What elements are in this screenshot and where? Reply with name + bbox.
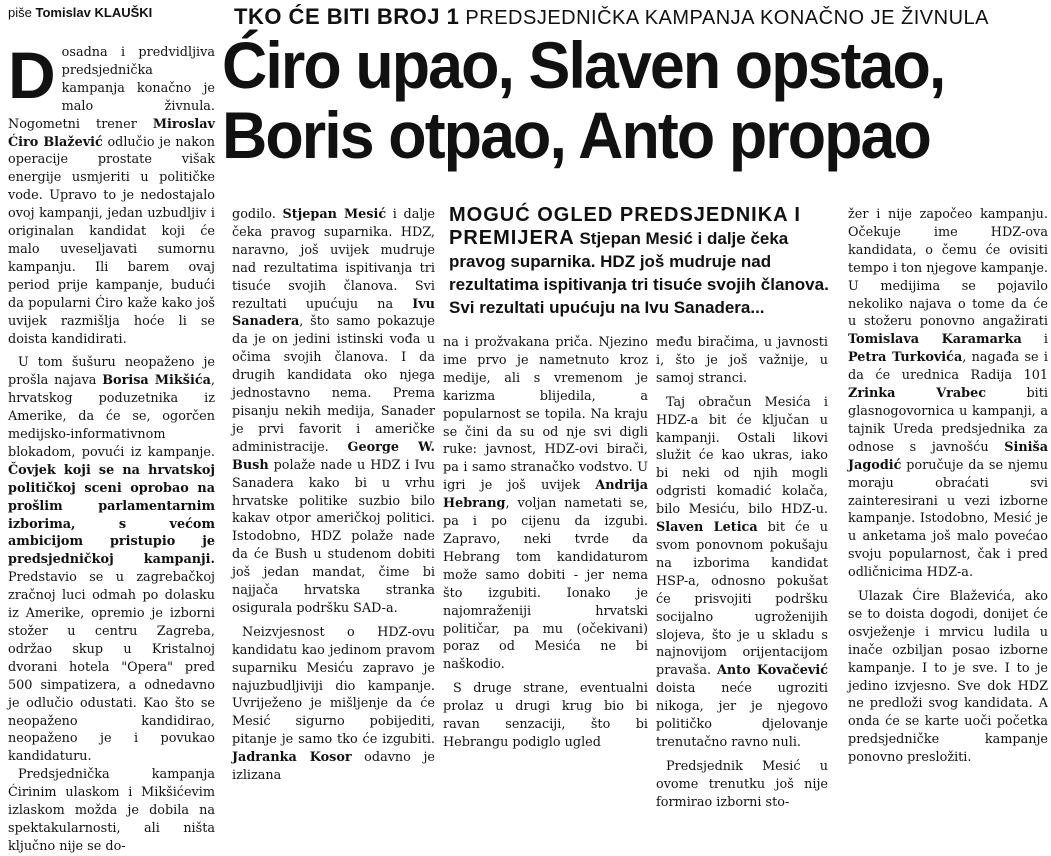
text-run: U tom šušuru neopaženo je prošla najava (8, 355, 215, 389)
text-run: odlučio je nakon operacije prostate višak energije usmjeriti u političke vode. Upravo to je nedostajalo ovoj kampanji, jedan uzbudljiv i originalan kandidat koji će malo uveseljavati sumornu kampanju. Ili barem ovaj period prije kampanje, budući da popularni Ćiro kaže kako još uvijek razmišlja hoće li se doista kandidirati. (8, 134, 215, 347)
column-3 (443, 334, 648, 752)
name-highlight: Ivu Sanadera (232, 296, 435, 330)
paragraph: S druge strane, eventualni prolaz u drugi krug bio bi ravan senzaciji, što bi Hebrangu podiglo ugled (443, 681, 648, 750)
name-highlight: Miroslav Ćiro Blažević (8, 116, 215, 150)
text-run: Taj obračun Mesića i HDZ-a bit će ključan u kampanji. Ostali likovi služit će kao ukras, iako bi neki od njih mogli odgristi komadić kolača, bilo Mesiću, bilo HDZ-u. (656, 394, 828, 518)
name-highlight: George W. Bush (232, 439, 435, 473)
text-run: biti glasnogovornica u kampanji, a tajnik Ureda predsjednika za odnose s javnošću (848, 386, 1048, 455)
text-run: , što samo pokazuje da je on jedini istinski vođa u očima svojih članova. I da drugih kandidata oko njega jednostavno nema. Prema pisanju nekih medija, Sanader je prvi favorit i američke administracije. (232, 314, 435, 455)
bold-sentence: Čovjek koji se na hrvatskoj političkoj sceni oprobao na prošlim parlamentarnim izborima, s većom ambicijom pristupio je predsjedničkoj kampanji. (8, 462, 215, 568)
byline (8, 5, 152, 20)
text-run: Predstavio se u zagrebačkoj zračnoj luci odmah po dolasku iz Amerike, opremio je izborni stožer u centru Zagreba, održao skup u Kristalnoj dvorani hotela "Opera" pred 500 simpatizera, a odnedavno je odlučio odustati. Kao što se neopaženo kandidirao, neopaženo je i povukao kandidaturu. (8, 570, 215, 765)
name-highlight: Slaven Letica (656, 520, 758, 536)
kicker (234, 4, 1046, 30)
paragraph (232, 206, 435, 618)
name-highlight: Andrija Hebrang (443, 478, 648, 512)
byline-author: Tomislav KLAUŠKI (35, 5, 153, 20)
text-run: osadna i predvidljiva predsjednička kampanja konačno je malo živnula. Nogometni trener (8, 45, 215, 132)
text-run: Neizvjesnost o HDZ-ovu kandidatu kao jedinom pravom suparniku Mesiću zapravo je najuzbudljiviji dio kampanje. Uvriježeno je mišljenje da će Mesić sigurno pobijediti, pitanje je samo tko će izgubiti. (232, 624, 435, 748)
deck (449, 204, 833, 319)
text-run: na i prožvakana priča. Njezino ime prvo je nametnuto kroz medije, ali s vremenom je karizma blijedila, a popularnost se topila. Na kraju se čini da su od nje svi digli ruke: javnost, HDZ-ovi birači, pa i samo stranačko vodstvo. U igri je još uvijek (443, 335, 648, 494)
paragraph (8, 354, 215, 766)
column-2 (232, 206, 435, 785)
paragraph: Predsjednik Mesić u ovome trenutku još nije formirao izborni sto- (656, 758, 828, 810)
paragraph: Predsjednička kampanja Ćirinim ulaskom i Mikšićevim izlaskom možda je dobila na spektakularnosti, ali ništa ključno nije se do- (8, 767, 215, 854)
column-1 (8, 38, 215, 856)
column-4 (656, 334, 828, 812)
paragraph: Ulazak Ćire Blaževića, ako se to doista dogodi, donijet će osvježenje i mrvicu ludila u inače ozbiljan posao izborne kampanje. I to je sve. I to je jedino izvjesno. Sve dok HDZ ne predloži svog kandidata. A onda će se karte uoči početka predsjedničke kampanje ponovno presložiti. (848, 589, 1048, 766)
text-run: , hrvatskog poduzetnika iz Amerike, da će se, ogorčen medijsko-informativnom blokadom, povući iz kampanje. (8, 373, 215, 460)
headline-line-2: Boris otpao, Anto propao (222, 98, 930, 172)
drop-cap: D (8, 38, 56, 112)
text-run: , voljan nametati se, pa i po cijenu da izgubi. Zapravo, neki tvrde da Hebrang tom kandidaturom može samo dobiti - jer nema što izgubiti. Ionako je najomraženiji hrvatski političar, pa mu (očekivani) poraz od Mesića ne bi naškodio. (443, 496, 648, 673)
name-highlight: Zrinka Vrabec (848, 386, 987, 402)
text-run: bit će u svom ponovnom pokušaju na izborima kandidat HSP-a, odnosno pokušat će prisvojiti podršku socijalno ugroženijih slojeva, što je u skladu s najnovijom orijentacijom pravaša. (656, 520, 828, 679)
name-highlight: Jadranka Kosor (232, 750, 352, 766)
text-run: odavno je izlizana (232, 750, 435, 784)
name-highlight: Borisa Mikšića (102, 373, 211, 389)
paragraph (656, 394, 828, 752)
text-run: žer i nije započeo kampanju. Očekuje ime HDZ-ova kandidata, o čemu će ovisiti tempo i ton njegove kampanje. U medijima se pojavilo nekoliko najava o tome da će u stožeru ponovno angažirati (848, 207, 1048, 330)
text-run: i (1021, 332, 1048, 348)
text-run: polaže nade u HDZ i Ivu Sanadera kako bi u vrhu hrvatske politike suzbio bilo kakav otpor američkoj politici. Istodobno, HDZ polaže nade da će Bush u studenom dobiti još jedan mandat, čime bi najjača hrvatska stranka osigurala podršku SAD-a. (232, 457, 435, 616)
name-highlight: Siniša Jagodić (848, 439, 1048, 473)
paragraph (232, 624, 435, 785)
text-run: godilo. (232, 207, 283, 222)
paragraph: među biračima, u javnosti i, što je još važnije, u samoj stranci. (656, 335, 828, 386)
deck-head: MOGUĆ OGLED PREDSJEDNIKA I PREMIJERA (449, 204, 801, 249)
name-highlight: Petra Turkovića (848, 350, 963, 366)
paragraph (8, 38, 215, 348)
text-run: i dalje čeka pravog suparnika. HDZ, naravno, još uvijek mudruje nad rezultatima ispitivanja tri tisuće svojih članova. Svi rezultati upućuju na (232, 207, 436, 312)
column-5 (848, 206, 1048, 767)
text-run: doista neće ugroziti nikoga, jer je njegovo političko djelovanje trenutačno ravno nuli. (656, 681, 828, 750)
text-run: , nagađa se i da će urednica Radija 101 (848, 350, 1048, 384)
text-run: poručuje da se njemu moraju obraćati svi zainteresirani u vezi izborne kampanje. Istodobno, Mesić je u anketama još malo povećao svoju popularnost, čak i pred odličnicima HDZ-a. (848, 457, 1048, 581)
paragraph (848, 206, 1048, 582)
deck-body: Stjepan Mesić i dalje čeka pravog suparnika. HDZ još mudruje nad rezultatima ispitivanja tri tisuće svojih članova. Svi rezultati upućuju na Ivu Sanadera... (449, 229, 829, 317)
headline (222, 30, 1007, 170)
kicker-strong: TKO ĆE BITI BROJ 1 (234, 4, 460, 29)
name-highlight: Anto Kovačević (716, 663, 828, 679)
headline-line-1: Ćiro upao, Slaven opstao, (222, 28, 945, 102)
byline-prefix: piše (8, 5, 32, 20)
name-highlight: Stjepan Mesić (282, 207, 387, 222)
kicker-rest: PREDSJEDNIČKA KAMPANJA KONAČNO JE ŽIVNULA (465, 7, 989, 29)
name-highlight: Tomislava Karamarka (848, 332, 1022, 348)
paragraph (443, 334, 648, 674)
